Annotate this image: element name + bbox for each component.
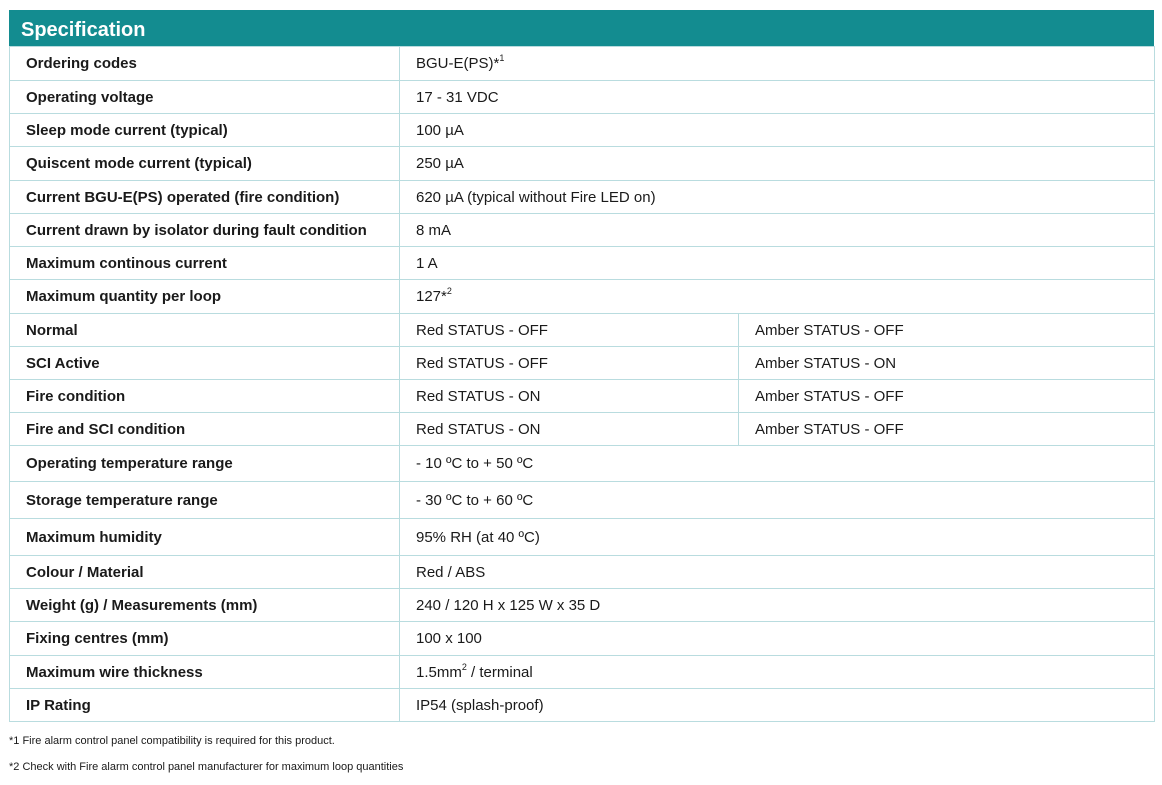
table-row [10, 314, 1155, 347]
row-label: Fire and SCI condition [10, 413, 400, 446]
row-label: Fixing centres (mm) [10, 622, 400, 656]
table-row [10, 214, 1155, 247]
row-value-text: 127* [416, 288, 447, 305]
row-label: Maximum quantity per loop [10, 280, 400, 314]
row-value-text: 250 µA [416, 155, 464, 172]
row-value [400, 589, 1155, 622]
row-value [400, 214, 1155, 247]
table-row [10, 181, 1155, 214]
row-value [400, 446, 1155, 482]
row-label: Weight (g) / Measurements (mm) [10, 589, 400, 622]
row-value [400, 247, 1155, 280]
row-value-text: Red STATUS - OFF [416, 321, 548, 339]
row-value-text: Red STATUS - ON [416, 387, 541, 405]
row-value-text: 620 µA (typical without Fire LED on) [416, 188, 656, 206]
row-label: IP Rating [10, 689, 400, 722]
table-row [10, 556, 1155, 589]
row-value-text: 240 / 120 H x 125 W x 35 D [416, 596, 601, 614]
row-value [400, 413, 739, 446]
table-row [10, 380, 1155, 413]
table-row [10, 589, 1155, 622]
row-value [400, 114, 1155, 147]
row-label: Storage temperature range [10, 482, 400, 519]
row-label: Sleep mode current (typical) [10, 114, 400, 147]
table-row [10, 147, 1155, 181]
row-label: Operating voltage [10, 81, 400, 114]
table-row [10, 519, 1155, 556]
footnote-2: *2 Check with Fire alarm control panel manufacturer for maximum loop quantities [9, 761, 404, 773]
row-label: Normal [10, 314, 400, 347]
section-title: Specification [21, 19, 146, 41]
row-value [400, 81, 1155, 114]
row-value-text: Red / ABS [416, 563, 486, 581]
row-value-secondary: Amber STATUS - OFF [739, 413, 1155, 446]
table-row [10, 622, 1155, 656]
superscript: 1 [499, 53, 505, 63]
table-row [10, 47, 1155, 81]
row-value [400, 280, 1155, 314]
table-row [10, 114, 1155, 147]
row-value-text: - 30 ºC to + 60 ºC [416, 491, 534, 509]
table-row [10, 347, 1155, 380]
row-value-suffix: / terminal [466, 663, 533, 681]
row-label: Ordering codes [10, 47, 400, 81]
row-value-text: 8 mA [416, 221, 452, 239]
row-value [400, 47, 1155, 81]
row-value-text: 1 A [416, 254, 438, 272]
superscript: 2 [446, 286, 452, 296]
row-value-text: Red STATUS - ON [416, 420, 541, 438]
table-row [10, 689, 1155, 722]
superscript: 2 [461, 661, 467, 672]
table-row [10, 247, 1155, 280]
row-label: Current BGU-E(PS) operated (fire condition) [10, 181, 400, 214]
row-value-text: IP54 (splash-proof) [416, 696, 544, 714]
row-label: Maximum humidity [10, 519, 400, 556]
row-value-secondary: Amber STATUS - OFF [739, 380, 1155, 413]
row-label: Current drawn by isolator during fault condition [10, 214, 400, 247]
row-value [400, 347, 739, 380]
specification-table-body [10, 47, 1155, 722]
row-value [400, 482, 1155, 519]
row-value-text: 100 x 100 [416, 630, 482, 647]
section-header [9, 10, 1154, 46]
row-value [400, 519, 1155, 556]
row-value-secondary: Amber STATUS - OFF [739, 314, 1155, 347]
table-row [10, 413, 1155, 446]
row-value-text: 1.5mm [416, 663, 462, 681]
table-row [10, 446, 1155, 482]
row-value [400, 689, 1155, 722]
row-value [400, 556, 1155, 589]
row-value [400, 181, 1155, 214]
row-label: Maximum wire thickness [10, 656, 400, 689]
row-value [400, 314, 739, 347]
table-row [10, 81, 1155, 114]
row-label: Quiscent mode current (typical) [10, 147, 400, 181]
row-label: Operating temperature range [10, 446, 400, 482]
row-value-text: BGU-E(PS)* [416, 55, 500, 72]
table-row [10, 280, 1155, 314]
row-value [400, 147, 1155, 181]
row-value-secondary: Amber STATUS - ON [739, 347, 1155, 380]
row-label: SCI Active [10, 347, 400, 380]
row-label: Maximum continous current [10, 247, 400, 280]
row-label: Colour / Material [10, 556, 400, 589]
row-value [400, 380, 739, 413]
row-value [400, 656, 1155, 689]
row-value-text: 17 - 31 VDC [416, 88, 499, 106]
specification-table [9, 46, 1155, 722]
row-value-text: Red STATUS - OFF [416, 354, 548, 372]
row-value-text: - 10 ºC to + 50 ºC [416, 455, 534, 472]
row-value [400, 622, 1155, 656]
footnote-1: *1 Fire alarm control panel compatibility is required for this product. [9, 735, 335, 747]
table-row [10, 656, 1155, 689]
row-value-text: 100 µA [416, 121, 464, 139]
row-value-text: 95% RH (at 40 ºC) [416, 528, 540, 546]
row-label: Fire condition [10, 380, 400, 413]
table-row [10, 482, 1155, 519]
